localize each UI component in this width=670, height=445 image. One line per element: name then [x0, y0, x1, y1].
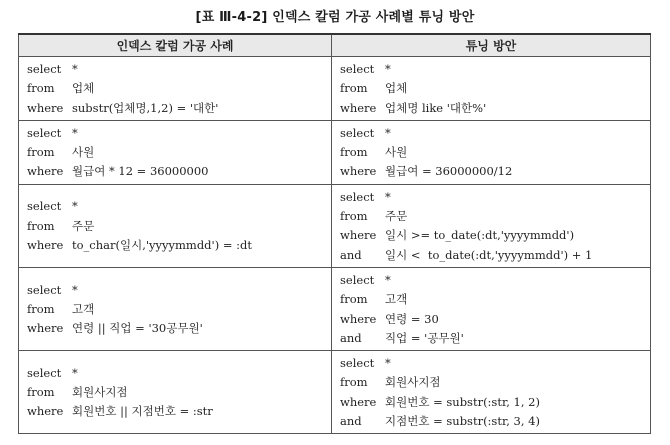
- sql-line: [27, 60, 323, 79]
- sql-keyword: where: [340, 164, 377, 179]
- sql-expression: 회원번호 || 지점번호 = :str: [72, 404, 213, 419]
- sql-line: [27, 281, 323, 300]
- sql-expression: 회원사지점: [72, 385, 128, 400]
- sql-expression: *: [72, 62, 78, 76]
- sql-keyword: select: [340, 125, 375, 140]
- case-cell: [19, 267, 332, 350]
- sql-keyword: from: [27, 81, 55, 96]
- sql-keyword: from: [340, 292, 368, 307]
- sql-keyword: where: [27, 321, 64, 336]
- table-row: [19, 351, 651, 434]
- sql-keyword: select: [27, 199, 62, 214]
- sql-expression: 지점번호 = substr(:str, 3, 4): [385, 414, 540, 429]
- solution-cell: [332, 351, 651, 434]
- sql-line: [340, 329, 642, 348]
- sql-keyword: where: [27, 164, 64, 179]
- solution-cell: [332, 267, 651, 350]
- sql-line: [27, 197, 323, 216]
- sql-expression: 주문: [72, 218, 95, 233]
- sql-keyword: where: [340, 394, 377, 409]
- sql-expression: *: [72, 282, 78, 297]
- sql-line: [27, 162, 323, 181]
- sql-expression: 사원: [385, 145, 408, 160]
- sql-keyword: select: [27, 282, 62, 297]
- sql-expression: 업체명 like '대한%': [385, 100, 487, 115]
- sql-line: [27, 143, 323, 162]
- sql-line: [340, 393, 642, 412]
- sql-keyword: from: [27, 301, 55, 316]
- solution-cell: [332, 120, 651, 184]
- sql-line: [340, 271, 642, 290]
- sql-line: [340, 373, 642, 392]
- sql-expression: *: [72, 125, 78, 140]
- sql-expression: *: [385, 189, 391, 204]
- sql-keyword: where: [27, 100, 64, 115]
- sql-expression: 고객: [72, 301, 95, 316]
- sql-line: [27, 364, 323, 383]
- case-cell: [19, 120, 332, 184]
- sql-line: [340, 354, 642, 373]
- sql-keyword: from: [340, 145, 368, 160]
- sql-line: [340, 60, 642, 79]
- sql-expression: 연령 || 직업 = '30공무원': [72, 321, 203, 336]
- sql-keyword: from: [340, 81, 368, 96]
- sql-expression: *: [72, 365, 78, 380]
- header-solution: 튜닝 방안: [332, 34, 651, 57]
- sql-keyword: select: [340, 272, 375, 287]
- case-cell: [19, 351, 332, 434]
- sql-expression: 업체: [385, 81, 408, 96]
- sql-keyword: from: [27, 218, 55, 233]
- sql-keyword: where: [340, 100, 377, 115]
- sql-line: [340, 412, 642, 431]
- solution-cell: [332, 57, 651, 121]
- sql-expression: 업체: [72, 81, 95, 96]
- sql-line: [340, 143, 642, 162]
- sql-keyword: and: [340, 330, 362, 345]
- sql-line: [340, 290, 642, 309]
- table-row: [19, 120, 651, 184]
- sql-keyword: select: [340, 356, 375, 371]
- sql-keyword: where: [27, 404, 64, 419]
- sql-expression: 회원사지점: [385, 375, 441, 390]
- solution-cell: [332, 184, 651, 267]
- sql-expression: 연령 = 30: [385, 311, 439, 326]
- sql-keyword: where: [340, 311, 377, 326]
- case-cell: [19, 184, 332, 267]
- sql-line: [27, 124, 323, 143]
- sql-expression: 일시 < to_date(:dt,'yyyymmdd') + 1: [385, 247, 593, 262]
- sql-line: [27, 319, 323, 338]
- sql-line: [27, 300, 323, 319]
- sql-line: [27, 236, 323, 255]
- sql-line: [340, 99, 642, 118]
- sql-expression: *: [385, 272, 391, 287]
- tuning-table: [18, 33, 651, 434]
- sql-expression: 월급여 = 36000000/12: [385, 164, 513, 179]
- sql-line: [340, 79, 642, 98]
- sql-keyword: and: [340, 414, 362, 429]
- table-row: [19, 267, 651, 350]
- sql-keyword: select: [340, 62, 375, 76]
- sql-keyword: from: [340, 375, 368, 390]
- sql-line: [27, 383, 323, 402]
- sql-expression: *: [72, 199, 78, 214]
- sql-line: [27, 402, 323, 421]
- sql-line: [340, 246, 642, 265]
- table-body: [19, 57, 651, 434]
- sql-expression: *: [385, 125, 391, 140]
- table-row: [19, 184, 651, 267]
- sql-expression: 월급여 * 12 = 36000000: [72, 164, 209, 179]
- sql-line: [27, 99, 323, 118]
- sql-line: [340, 188, 642, 207]
- sql-line: [340, 124, 642, 143]
- case-cell: [19, 57, 332, 121]
- sql-expression: 고객: [385, 292, 408, 307]
- sql-expression: substr(업체명,1,2) = '대한': [72, 100, 219, 115]
- sql-keyword: select: [340, 189, 375, 204]
- sql-line: [340, 226, 642, 245]
- sql-expression: 주문: [385, 209, 408, 224]
- sql-line: [27, 79, 323, 98]
- sql-keyword: where: [340, 228, 377, 243]
- sql-expression: *: [385, 356, 391, 371]
- sql-line: [340, 207, 642, 226]
- header-case: 인덱스 칼럼 가공 사례: [19, 34, 332, 57]
- sql-line: [27, 217, 323, 236]
- sql-expression: *: [385, 62, 391, 76]
- table-title: [표 Ⅲ-4-2] 인덱스 칼럼 가공 사례별 튜닝 방안: [195, 10, 475, 25]
- sql-keyword: select: [27, 125, 62, 140]
- sql-keyword: select: [27, 62, 62, 76]
- sql-expression: to_char(일시,'yyyymmdd') = :dt: [72, 237, 252, 252]
- sql-line: [340, 162, 642, 181]
- sql-keyword: and: [340, 247, 362, 262]
- sql-expression: 회원번호 = substr(:str, 1, 2): [385, 394, 540, 409]
- sql-keyword: from: [27, 145, 55, 160]
- sql-keyword: select: [27, 365, 62, 380]
- sql-expression: 사원: [72, 145, 95, 160]
- sql-keyword: from: [340, 209, 368, 224]
- header-row: [19, 34, 651, 57]
- sql-expression: 일시 >= to_date(:dt,'yyyymmdd'): [385, 228, 575, 243]
- table-row: [19, 57, 651, 121]
- sql-line: [340, 310, 642, 329]
- sql-expression: 직업 = '공무원': [385, 330, 464, 345]
- sql-keyword: where: [27, 237, 64, 252]
- sql-keyword: from: [27, 385, 55, 400]
